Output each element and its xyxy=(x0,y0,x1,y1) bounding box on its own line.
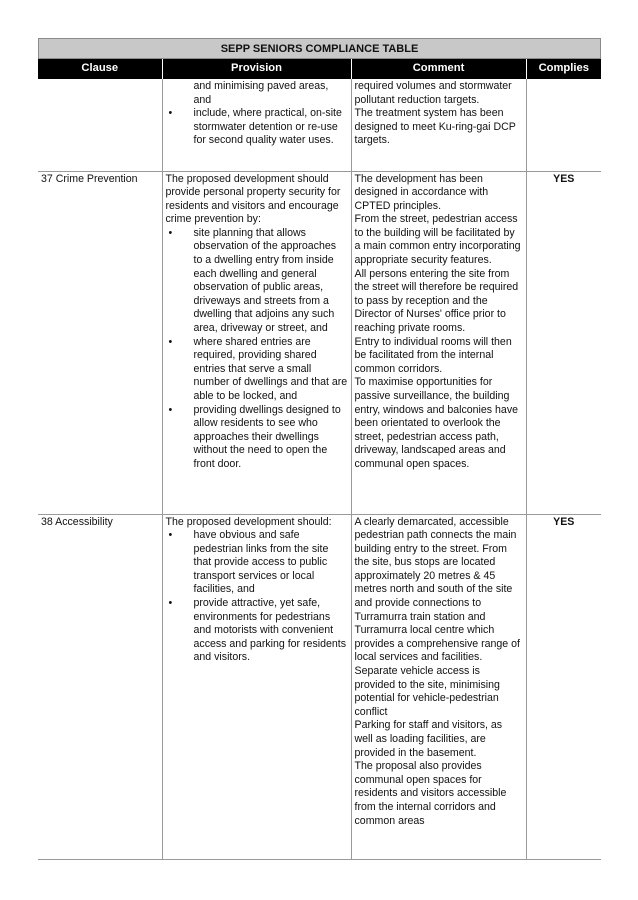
comment-paragraph: Parking for staff and visitors, as well as loading facilities, are provided in the basement. xyxy=(354,719,503,759)
table-row xyxy=(38,171,601,514)
complies-cell xyxy=(526,79,601,171)
comment-paragraph: The development has been designed in accordance with CPTED principles. xyxy=(354,172,489,212)
provision-cell xyxy=(162,171,351,514)
provision-intro: The proposed development should provide personal property security for residents and visitors and encourage crime prevention by: xyxy=(165,172,341,226)
header-clause: Clause xyxy=(38,59,162,79)
complies-cell: YES xyxy=(526,171,601,514)
comment-paragraph: The treatment system has been designed to meet Ku-ring-gai DCP targets. xyxy=(354,107,516,147)
table-title: SEPP SENIORS COMPLIANCE TABLE xyxy=(38,38,601,59)
provision-list xyxy=(166,227,348,472)
provision-list xyxy=(166,107,348,148)
comment-cell xyxy=(351,79,526,171)
comment-paragraph: From the street, pedestrian access to the building will be facilitated by a main common entry incorporating appropriate security features. xyxy=(354,213,521,267)
comment-cell xyxy=(351,514,526,859)
comment-cell xyxy=(351,171,526,514)
clause-cell: 37 Crime Prevention xyxy=(38,171,162,514)
comment-paragraph: To maximise opportunities for passive surveillance, the building entry, windows and balconies have been orientated to overlook the street, pedestrian access path, driveway, landscaped areas and communal open spaces. xyxy=(354,376,519,470)
compliance-table xyxy=(38,59,601,860)
provision-continuation: and minimising paved areas, and xyxy=(193,80,329,106)
compliance-document xyxy=(38,38,601,860)
header-comment: Comment xyxy=(351,59,526,79)
comment-paragraph: Entry to individual rooms will then be facilitated from the internal common corridors. xyxy=(354,335,512,375)
provision-list xyxy=(166,529,348,665)
provision-bullet: • provide attractive, yet safe, environments for pedestrians and motorists with convenient access and parking for residents and visitors. xyxy=(166,597,348,665)
clause-cell xyxy=(38,79,162,171)
table-row xyxy=(38,514,601,859)
complies-cell: YES xyxy=(526,514,601,859)
header-complies: Complies xyxy=(526,59,601,79)
provision-bullet: • site planning that allows observation of the approaches to a dwelling entry from inside each dwelling and general observation of public areas, driveways and streets from a dwelling that adjoins any such area, driveway or street, and xyxy=(166,227,348,336)
provision-cell xyxy=(162,514,351,859)
comment-paragraph: Separate vehicle access is provided to the site, minimising potential for vehicle-pedestrian conflict xyxy=(354,665,500,718)
comment-paragraph: The proposal also provides communal open spaces for residents and visitors accessible from the internal corridors and common areas xyxy=(354,760,507,827)
comment-paragraph: All persons entering the site from the street will therefore be required to pass by reception and the Director of Nurses' office prior to reaching private rooms. xyxy=(354,267,519,335)
provision-intro: The proposed development should: xyxy=(165,515,332,528)
clause-cell: 38 Accessibility xyxy=(38,514,162,859)
header-provision: Provision xyxy=(162,59,351,79)
header-row xyxy=(38,59,601,79)
provision-cell xyxy=(162,79,351,171)
comment-paragraph: required volumes and stormwater pollutant reduction targets. xyxy=(354,80,512,106)
provision-bullet: • have obvious and safe pedestrian links from the site that provide access to public transport services or local facilities, and xyxy=(166,529,348,597)
provision-bullet: • include, where practical, on-site stormwater detention or re-use for second quality water uses. xyxy=(166,107,348,148)
provision-bullet: • providing dwellings designed to allow residents to see who approaches their dwellings without the need to open the front door. xyxy=(166,404,348,472)
table-row xyxy=(38,79,601,171)
comment-paragraph: A clearly demarcated, accessible pedestrian path connects the main building entry to the street. From the site, bus stops are located approximately 20 metres & 45 metres north and south of the site and provide connections to Turramurra train station and Turramurra local centre which provides a comprehensive range of local services and facilities. xyxy=(354,515,520,664)
provision-bullet: • where shared entries are required, providing shared entries that serve a small number of dwellings and that are able to be locked, and xyxy=(166,336,348,404)
